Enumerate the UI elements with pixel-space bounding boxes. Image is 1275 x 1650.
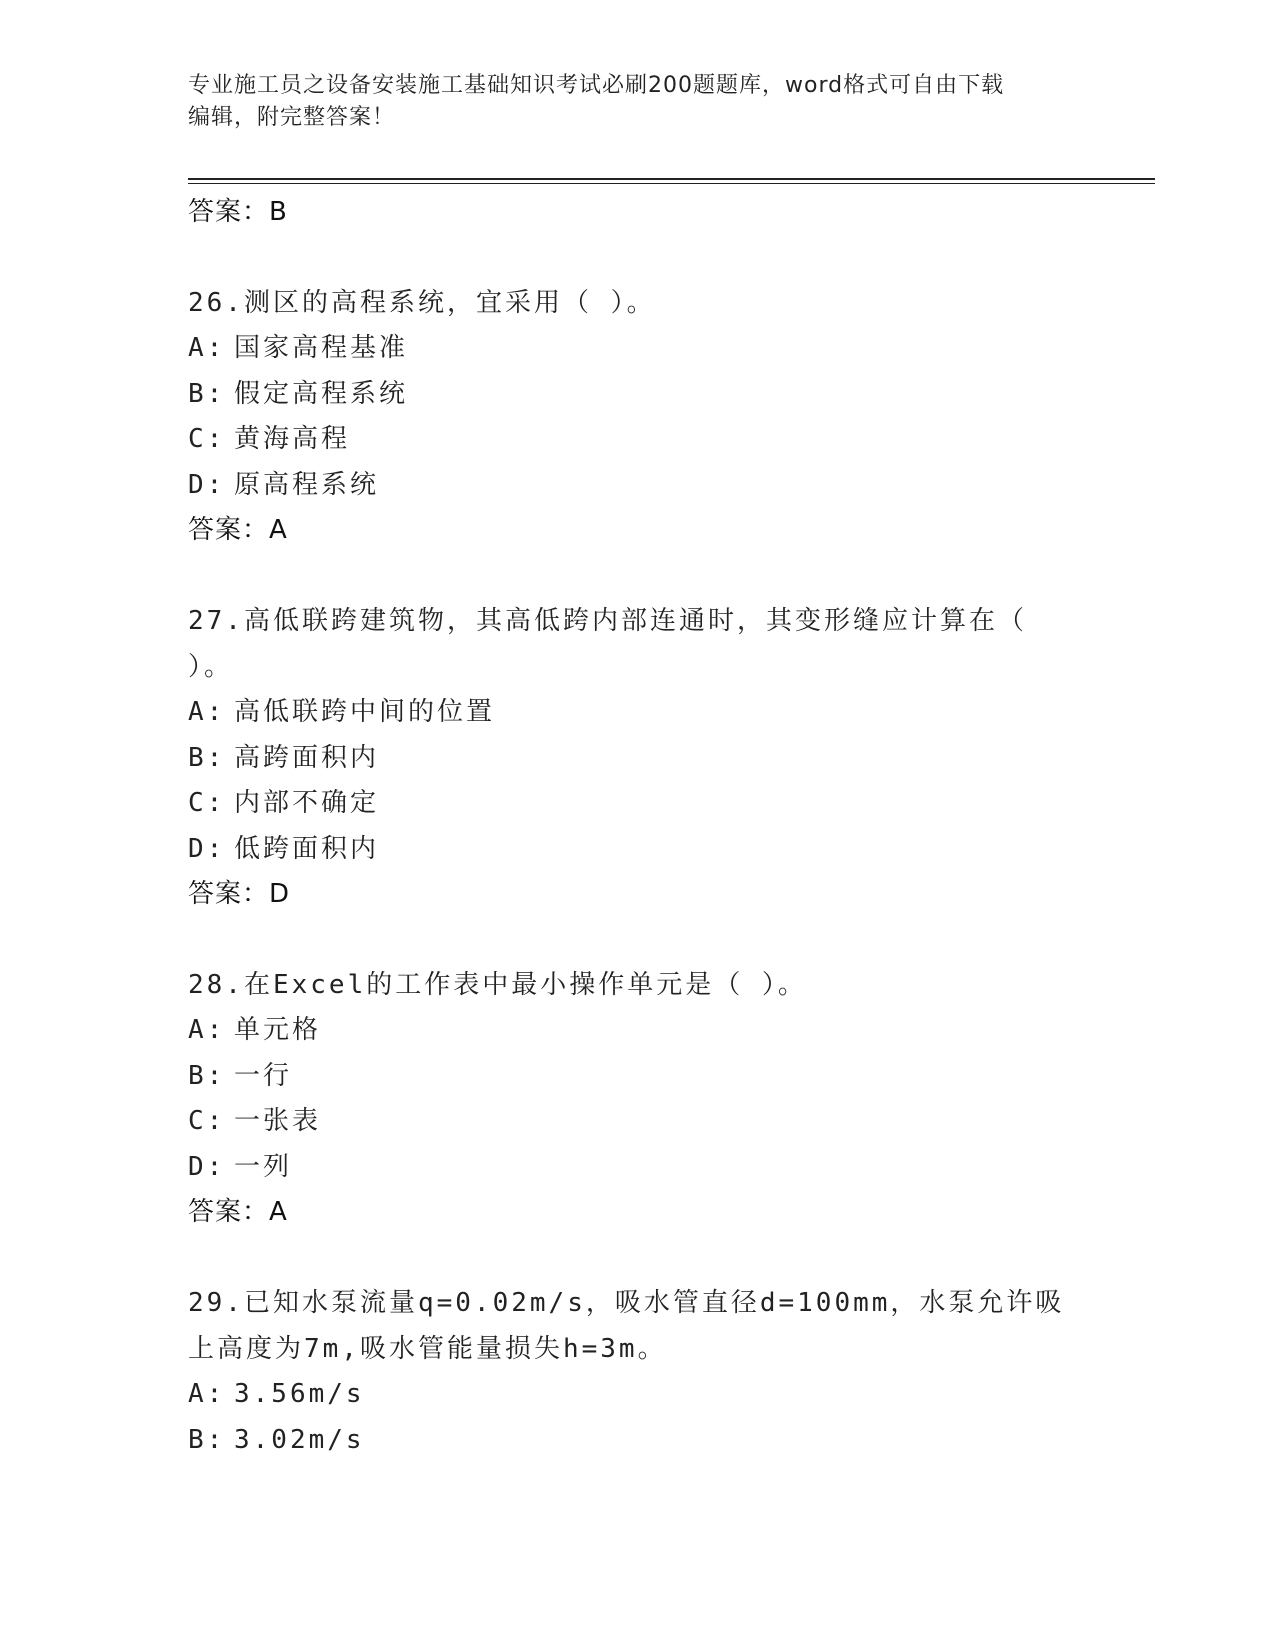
question-title — [188, 280, 1068, 326]
question-26 — [188, 280, 1068, 552]
question-text: 测区的高程系统，宜采用（ ）。 — [243, 288, 656, 318]
question-answer: 答案：A — [188, 1197, 288, 1227]
option-letter: C: — [188, 1106, 226, 1136]
question-number: 27. — [188, 606, 244, 636]
option-letter: B: — [188, 1424, 226, 1455]
option-letter: B: — [188, 1060, 226, 1091]
option-text: 一行 — [234, 1060, 293, 1091]
option-a — [188, 1008, 1068, 1054]
question-title — [188, 598, 1068, 690]
option-text: 3.56m/s — [234, 1379, 365, 1409]
option-letter: A: — [188, 1015, 226, 1045]
question-number: 29. — [188, 1288, 244, 1318]
option-text: 假定高程系统 — [234, 378, 409, 409]
option-b — [188, 1418, 1068, 1464]
question-29 — [188, 1280, 1068, 1463]
option-text: 原高程系统 — [234, 469, 380, 500]
question-number: 26. — [188, 288, 244, 318]
question-answer: 答案：A — [188, 515, 288, 545]
header-line-1: 专业施工员之设备安装施工基础知识考试必刷200题题库，word格式可自由下载 — [188, 73, 1005, 98]
question-28 — [188, 962, 1068, 1234]
option-text: 3.02m/s — [234, 1424, 365, 1455]
option-letter: A: — [188, 333, 226, 363]
question-answer: 答案：D — [188, 879, 291, 909]
option-letter: A: — [188, 1379, 226, 1409]
option-text: 一张表 — [234, 1106, 322, 1136]
option-letter: D: — [188, 833, 226, 864]
question-text: 高低联跨建筑物，其高低跨内部连通时，其变形缝应计算在（ ）。 — [188, 606, 1027, 682]
previous-answer: 答案：B — [188, 197, 288, 227]
option-letter: A: — [188, 697, 226, 727]
option-letter: B: — [188, 378, 226, 409]
question-text: 在Excel的工作表中最小操作单元是（ ）。 — [243, 970, 807, 1000]
option-c — [188, 781, 1068, 827]
option-b — [188, 372, 1068, 418]
option-letter: D: — [188, 1151, 226, 1182]
option-d — [188, 1145, 1068, 1191]
header-rule-thin — [188, 183, 1155, 184]
option-d — [188, 827, 1068, 873]
option-b — [188, 736, 1068, 782]
question-list — [188, 190, 1068, 1463]
option-d — [188, 463, 1068, 509]
option-c — [188, 1099, 1068, 1145]
option-text: 一列 — [234, 1151, 293, 1182]
option-text: 国家高程基准 — [234, 333, 409, 363]
option-a — [188, 690, 1068, 736]
option-letter: C: — [188, 424, 226, 454]
option-c — [188, 417, 1068, 463]
option-letter: D: — [188, 469, 226, 500]
header-line-2: 编辑，附完整答案！ — [188, 105, 396, 130]
header-rule-thick — [188, 178, 1155, 180]
option-a — [188, 326, 1068, 372]
question-27 — [188, 598, 1068, 916]
option-a — [188, 1372, 1068, 1418]
option-text: 单元格 — [234, 1015, 322, 1045]
document-header — [188, 70, 1068, 134]
option-letter: C: — [188, 788, 226, 818]
question-text: 已知水泵流量q=0.02m/s，吸水管直径d=100mm，水泵允许吸上高度为7m,吸水管能量损失h=3m。 — [188, 1288, 1065, 1364]
option-text: 内部不确定 — [234, 788, 380, 818]
question-title — [188, 1280, 1068, 1372]
option-b — [188, 1054, 1068, 1100]
question-title — [188, 962, 1068, 1008]
option-letter: B: — [188, 742, 226, 773]
option-text: 低跨面积内 — [234, 833, 380, 864]
option-text: 高低联跨中间的位置 — [234, 697, 496, 727]
option-text: 黄海高程 — [234, 424, 351, 454]
option-text: 高跨面积内 — [234, 742, 380, 773]
question-number: 28. — [188, 970, 244, 1000]
